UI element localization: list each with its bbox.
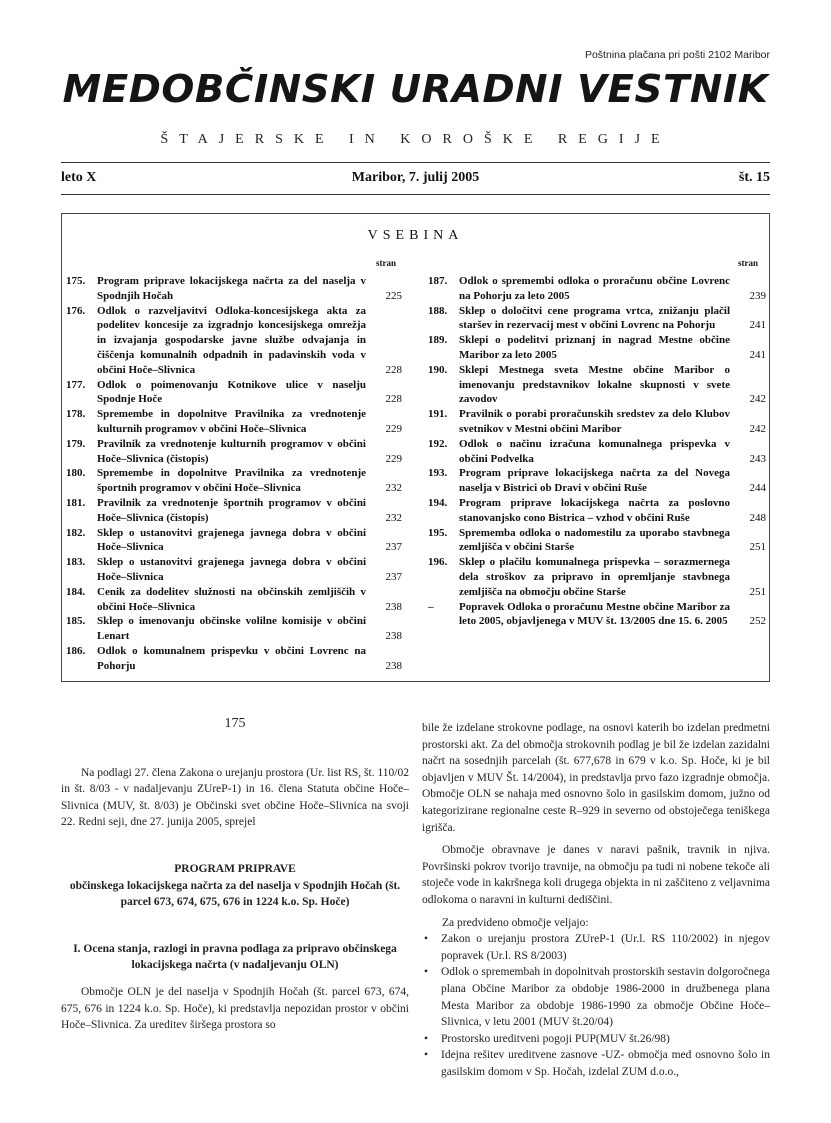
toc-entry [66,304,402,378]
toc-entry [66,274,402,304]
toc-entry-number: 175. [66,275,86,287]
toc-entry-title: Spremembe in dopolnitve Pravilnika za vrednotenje športnih programov v občini Hoče–Slivnica [97,467,366,495]
toc-entry-number: 180. [66,467,86,480]
toc-entry-number: 193. [428,467,448,480]
toc-entry-title: Sklep o ustanovitvi grajenega javnega dobra v občini Hoče–Slivnica [97,526,366,554]
toc-entry-number: 186. [66,644,86,657]
toc-entry-title: Spremembe in dopolnitve Pravilnika za vrednotenje kulturnih programov v občini Hoče–Slivnica [97,408,366,435]
masthead-subtitle: ŠTAJERSKE IN KOROŠKE REGIJE [160,132,671,147]
toc-entry-title: Odlok o spremembi odloka o proračunu občine Lovrenc na Pohorju za leto 2005 [459,275,730,302]
toc-entry-page: 229 [385,422,402,435]
legal-basis-item: • Idejna rešitev ureditvene zasnove -UZ- območja med osnovno šolo in gasilskim domom v Sp. Hočah, izdelal ZUM d.o.o., [422,1047,770,1080]
toc-entry-number: 190. [428,363,448,376]
toc-entry [66,644,402,674]
toc-entry-title: Cenik za dodelitev služnosti na občinskih zemljiščih v občini Hoče–Slivnica [97,585,366,613]
article-column-right [422,720,770,1080]
issue-place-date: Maribor, 7. julij 2005 [351,170,480,185]
toc-entry-number: 187. [428,275,448,287]
article-number: 175 [224,716,246,731]
toc-entry-page: 228 [385,363,402,376]
toc-entry-title: Program priprave lokacijskega načrta za del naselja v Spodnjih Hočah [97,275,366,302]
toc-entry-title: Odlok o poimenovanju Kotnikove ulice v naselju Spodnje Hoče [97,378,366,406]
toc-title: VSEBINA [367,228,464,243]
toc-entry-title: Sklep o plačilu komunalnega prispevka – sorazmernega dela stroškov za pripravo in opremljanje stavbnega zemljišča na območju občine Starše [459,556,730,598]
toc-entry-title: Pravilnik o porabi proračunskih sredstev za delo Klubov svetnikov v Mestni občini Maribor [459,408,730,435]
toc-entry-title: Popravek Odloka o proračunu Mestne občine Maribor za leto 2005, objavljenega v MUV št. 13/2005 dne 15. 6. 2005 [459,600,730,628]
toc-entry-page: 242 [749,393,766,406]
legal-basis-list [422,931,770,1080]
toc-entry-number: 196. [428,556,448,569]
toc-entry-page: 237 [385,570,402,583]
toc-entry-number: 191. [428,408,448,421]
toc-entry [66,555,402,585]
toc-entry-title: Pravilnik za vrednotenje kulturnih programov v občini Hoče–Slivnica (čistopis) [97,437,366,465]
toc-entry [428,555,766,599]
toc-entry-title: Pravilnik za vrednotenje športnih programov v občini Hoče–Slivnica (čistopis) [97,496,366,524]
header-rule-bottom [61,194,770,195]
toc-entry-number: 176. [66,304,86,317]
toc-entry-number: 178. [66,408,86,421]
toc-entry [66,526,402,556]
toc-entry-number: 189. [428,334,448,347]
right-paragraph-2: Območje obravnave je danes v naravi pašnik, travnik in njiva. Površinski pokrov tvorijo travnije, na območju pa tudi ni nobene tekoče ali stoječe vode in kakršnega koli drugega objekta in ni zaščiteno z veljavnima odlokoma o naravni in kulturni dediščini. [422,844,770,906]
toc-entry-number: 181. [66,496,86,509]
toc-entry [428,333,766,363]
toc-entry-page: 244 [749,482,766,495]
toc-entry-page: 243 [749,452,766,465]
toc-entry-title: Sklep o določitvi cene programa vrtca, znižanju plačil staršev in rezervacij mest v občini Lovrenc na Pohorju [459,304,730,332]
article-column-left [61,716,409,1040]
toc-entry-title: Sprememba odloka o nadomestilu za uporabo stavbnega zemljišča v občini Starše [459,526,730,554]
toc-entry-page: 229 [385,452,402,465]
toc-entry [428,496,766,526]
toc-entry-title: Odlok o komunalnem prispevku v občini Lovrenc na Pohorju [97,644,366,672]
article-title: PROGRAM PRIPRAVE [174,862,296,875]
toc-entry-page: 242 [749,422,766,435]
masthead-title: MEDOBČINSKI URADNI VESTNIK [62,67,769,111]
toc-entry [428,304,766,334]
toc-entry [428,600,766,630]
article-intro: Na podlagi 27. člena Zakona o urejanju prostora (Ur. list RS, št. 110/02 in št. 8/03 - v nadaljevanju ZUreP-1) in 16. člena Statuta občine Hoče–Slivnica (MUV, št. 8/03) je Občinski svet občine Hoče–Slivnica na svoji 22. Redni seji, dne 27. junija 2005, sprejel [61,766,409,829]
toc-page-label-right: stran [738,258,758,268]
toc-entry-page: 232 [385,511,402,524]
toc-entry [66,585,402,615]
toc-column-right [428,274,766,629]
toc-entry-title: Sklepi Mestnega sveta Mestne občine Maribor o imenovanju predstavnikov lokalne skupnosti v svete zavodov [459,363,730,406]
toc-entry [66,407,402,437]
toc-entry-number: – [428,600,434,613]
toc-entry-page: 225 [385,289,402,302]
toc-entry [66,466,402,496]
toc-entry-page: 238 [385,659,402,672]
toc-entry [428,466,766,496]
header-rule-top [61,162,770,163]
toc-entry-number: 185. [66,615,86,628]
toc-entry-page: 251 [749,585,766,598]
toc-entry-number: 188. [428,304,448,317]
toc-entry-page: 241 [749,319,766,332]
toc-entry-page: 232 [385,482,402,495]
legal-basis-item: • Odlok o spremembah in dopolnitvah prostorskih sestavin dolgoročnega plana Občine Maribor za obdobje 1986-2000 in družbenega plana Mesta Maribor za obdobje 1986-1990 za območje Občine Hoče–Slivnica, v letu 2001 (MUV št.20/04) [422,964,770,1030]
toc-entry-page: 238 [385,600,402,613]
section-1-paragraph: Območje OLN je del naselja v Spodnjih Hočah (št. parcel 673, 674, 675, 676 in 1224 k.o. Sp. Hoče), ki predstavlja nepozidan prostor v občini Hoče–Slivnica. Za ureditev širšega prostora so [61,985,409,1032]
issue-year: leto X [61,170,97,185]
toc-entry [428,274,766,304]
toc-entry-page: 228 [385,393,402,406]
toc-entry-page: 238 [385,630,402,643]
toc-entry-number: 182. [66,526,86,539]
section-1-title: I. Ocena stanja, razlogi in pravna podlaga za pripravo občinskega lokacijskega načrta (v nadaljevanju OLN) [73,942,397,972]
toc-entry-number: 177. [66,378,86,391]
toc-column-left [66,274,402,674]
toc-entry [66,378,402,408]
toc-entry [428,407,766,437]
toc-page-label-left: stran [376,258,396,268]
toc-entry [66,437,402,467]
toc-entry-page: 241 [749,348,766,361]
toc-entry-number: 183. [66,556,86,569]
toc-entry-number: 192. [428,437,448,450]
toc-entry-title: Program priprave lokacijskega načrta za del Novega naselja v Bistrici ob Dravi v občini Ruše [459,467,730,495]
toc-entry-title: Program priprave lokacijskega načrta za poslovno stanovanjsko cono Bistrica – vzhod v občini Ruše [459,496,730,524]
right-paragraph-3: Za predvideno območje veljajo: [442,916,589,929]
toc-entry-page: 248 [749,511,766,524]
legal-basis-item: • Prostorsko ureditveni pogoji PUP(MUV št.26/98) [422,1031,770,1048]
toc-entry-title: Sklep o imenovanju občinske volilne komisije v občini Lenart [97,615,366,643]
postage-note: Poštnina plačana pri pošti 2102 Maribor [584,49,770,61]
toc-entry-number: 195. [428,526,448,539]
article-subtitle: občinskega lokacijskega načrta za del naselja v Spodnjih Hočah (št. parcel 673, 674, 675, 676 in 1224 k.o. Sp. Hoče) [69,879,401,909]
issue-number: št. 15 [738,170,770,185]
toc-entry-page: 237 [385,541,402,554]
toc-entry [66,614,402,644]
issue-row [61,170,770,190]
toc-entry-number: 179. [66,437,86,450]
toc-entry-number: 194. [428,496,448,509]
toc-entry [428,437,766,467]
right-paragraph-1: bile že izdelane strokovne podlage, na osnovi katerih bo izdelan predmetni prostorski akt. Za del območja strokovnih podlag je bil že izdelan zazidalni načrt na sosednjih parcelah (št. 677,678 in 679 v k.o. Sp. Hoče, ki je bil objavljen v MUV Št. 14/2004), in predstavlja prvo fazo izgradnje območja. Območje OLN se nahaja med osnovno šolo in gasilskim domom, južno od kategorizirane regionalne ceste R–929 in severno od obstoječega teniškega igrišča. [422,722,770,834]
toc-entry-page: 252 [749,615,766,628]
toc-entry [428,363,766,407]
toc-entry-title: Sklepi o podelitvi priznanj in nagrad Mestne občine Maribor za leto 2005 [459,334,730,361]
toc-entry-title: Sklep o ustanovitvi grajenega javnega dobra v občini Hoče–Slivnica [97,556,366,583]
toc-entry-title: Odlok o načinu izračuna komunalnega prispevka v občini Podvelka [459,437,730,465]
toc-entry [66,496,402,526]
toc-entry [428,526,766,556]
toc-entry-title: Odlok o razveljavitvi Odloka-koncesijskega akta za podelitev koncesije za izgradnjo koncesijskega omrežja in izvajanja gospodarske javne službe odvajanja in čiščenja komunalnih odpadnih in padavinskih voda v občini Hoče–Slivnica [97,304,366,376]
legal-basis-item: • Zakon o urejanju prostora ZUreP-1 (Ur.l. RS 110/2002) in njegov popravek (Ur.l. RS 8/2003) [422,931,770,964]
toc-entry-page: 239 [749,289,766,302]
toc-entry-number: 184. [66,585,86,598]
toc-entry-page: 251 [749,541,766,554]
